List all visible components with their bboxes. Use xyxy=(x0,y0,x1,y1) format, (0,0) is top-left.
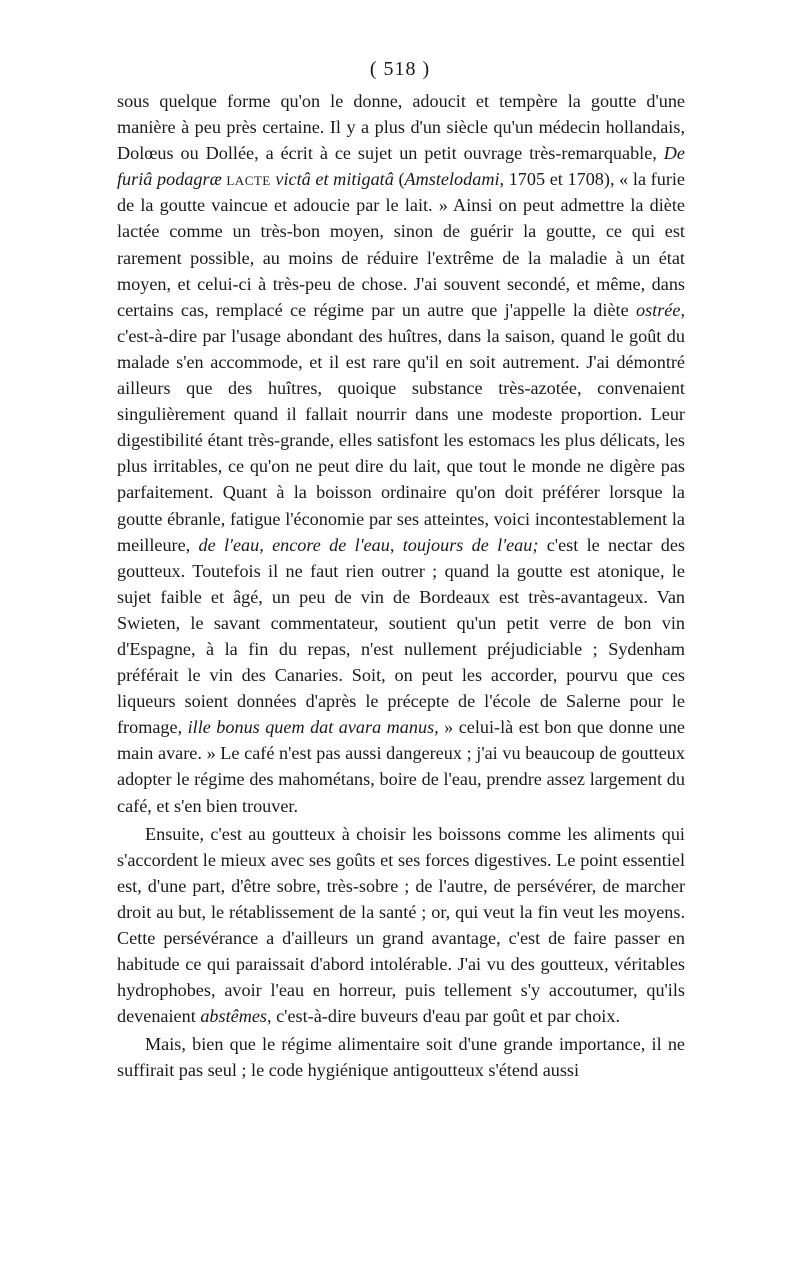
paragraph xyxy=(117,821,685,1030)
paragraph xyxy=(117,1031,685,1083)
italic-text: de l'eau, encore de l'eau, toujours de l'eau; xyxy=(198,534,539,555)
italic-text: ille bonus quem dat avara manus, xyxy=(187,717,439,738)
text-run: Mais, bien que le régime alimentaire soit d'une grande importance, il ne suffirait pas seul ; le code hygiénique antigoutteux s'étend aussi xyxy=(117,1034,685,1081)
text-run: Ensuite, c'est au goutteux à choisir les boissons comme les aliments qui s'accordent le mieux avec ses goûts et ses forces digestives. Le point essentiel est, d'une part, d'être sobre, très-sobre ; de l'autre, de persévérer, de marcher droit au but, le rétablissement de la santé ; or, qui veut la fin veut les moyens. Cette persévérance a d'ailleurs un grand avantage, c'est de faire passer en habitude ce qui paraissait d'abord intolérable. J'ai vu des goutteux, véritables hydrophobes, avoir l'eau en horreur, puis tellement s'y accoutumer, qu'ils devenaient xyxy=(117,823,685,1027)
italic-text: ostrée, xyxy=(636,299,685,320)
italic-text: Amstelodami xyxy=(404,169,500,190)
paragraph xyxy=(117,88,685,819)
text-run: sous quelque forme qu'on le donne, adoucit et tempère la goutte d'une manière à peu près certaine. Il y a plus d'un siècle qu'un médecin hollandais, Dolœus ou Dollée, a écrit à ce sujet un petit ouvrage très-remarquable, xyxy=(117,91,685,164)
text-run: c'est-à-dire par l'usage abondant des huîtres, dans la saison, quand le goût du malade s'en accommode, et il est rare qu'il en soit autrement. J'ai démontré ailleurs que des huîtres, quoique substance très-azotée, convenaient singulièrement quand il fallait nourrir dans une modeste proportion. Leur digestibilité étant très-grande, elles satisfont les estomacs les plus délicats, les plus irritables, ce qu'on ne peut dire du lait, que tout le monde ne digère pas parfaitement. Quant à la boisson ordinaire qu'on doit préférer lorsque la goutte ébranle, fatigue l'économie par ses atteintes, voici incontestablement la meilleure, xyxy=(117,325,685,555)
text-run: , 1705 et 1708), « la furie de la goutte vaincue et adoucie par le lait. » Ainsi on peut admettre la diète lactée comme un très-bon moyen, sinon de guérir la goutte, ce qui est rarement possible, au moins de réduire l'extrême de la maladie à un état moyen, et celui-ci à très-peu de chose. J'ai souvent secondé, et même, dans certains cas, remplacé ce régime par un autre que j'appelle la diète xyxy=(117,169,685,320)
italic-text: De furiâ podagræ xyxy=(117,143,685,190)
text-run: , c'est-à-dire buveurs d'eau par goût et par choix. xyxy=(267,1006,621,1027)
small-caps-text: lacte xyxy=(226,169,271,190)
page-number: ( 518 ) xyxy=(369,58,431,80)
body-text xyxy=(117,88,685,1084)
text-run: c'est le nectar des goutteux. Toutefois il ne faut rien outrer ; quand la goutte est atonique, le sujet faible et âgé, un peu de vin de Bordeaux est très-avantageux. Van Swieten, le savant commentateur, soutient qu'un petit verre de bon vin d'Espagne, à la fin du repas, n'est nullement préjudiciable ; Sydenham préférait le vin des Canaries. Soit, on peut les accorder, pourvu que ces liqueurs soient données d'après le précepte de l'école de Salerne pour le fromage, xyxy=(117,534,685,738)
italic-text: abstêmes xyxy=(200,1006,268,1027)
italic-text: victâ et mitigatâ xyxy=(275,169,394,190)
text-run: » celui-là est bon que donne une main avare. » Le café n'est pas aussi dangereux ; j'ai vu beaucoup de goutteux adopter le régime des mahométans, boire de l'eau, prendre assez largement du café, et s'en bien trouver. xyxy=(117,717,685,816)
text-run: ( xyxy=(393,169,405,190)
